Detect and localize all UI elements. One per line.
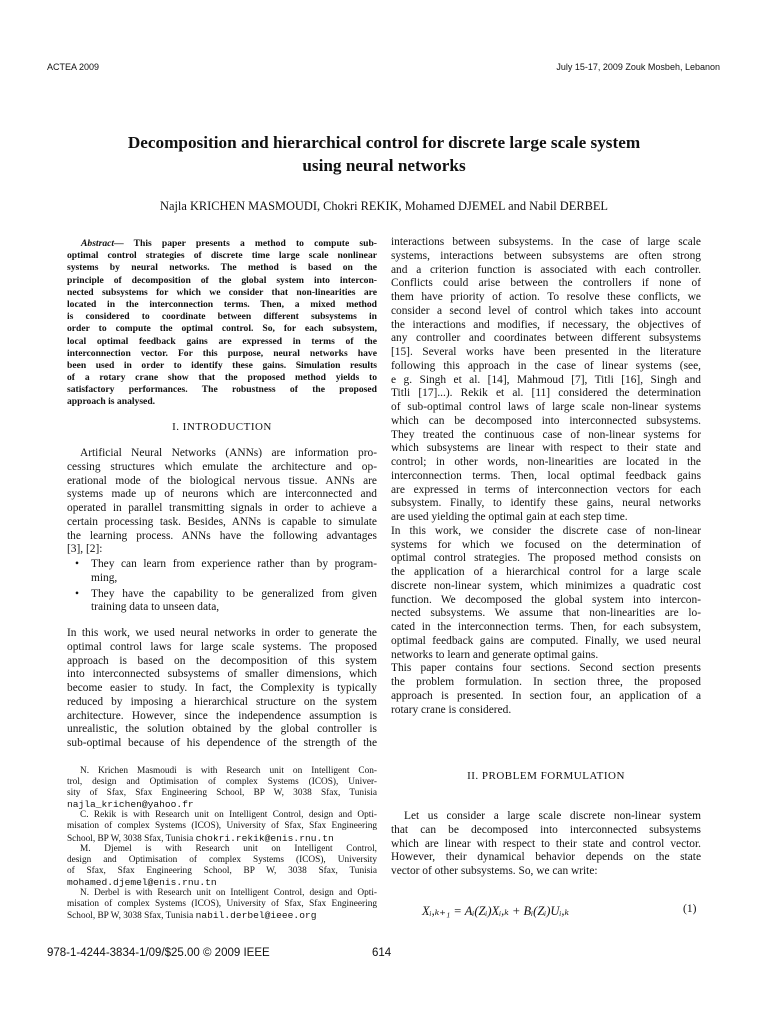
text-line: In this work, we consider the discrete case of non-linear: [391, 524, 701, 537]
title-line-2: using neural networks: [302, 156, 466, 175]
text-line: networks to learn and generate optimal gains.: [391, 648, 599, 661]
text-line: consider a second level of control which takes into account: [391, 304, 701, 317]
footnote-line: N. Krichen Masmoudi is with Research unit on Intelligent Con-: [80, 766, 377, 776]
text-line: approach is based on the decomposition of this system: [67, 654, 377, 667]
footnote-line: N. Derbel is with Research unit on Intelligent Control, design and Opti-: [80, 888, 377, 899]
text-line: the application of a hierarchical control for a large scale: [391, 566, 701, 578]
text-line: interconnection terms. Then, local optimal feedback gains: [391, 469, 701, 482]
text-line: the problem formulation. In section three, the proposed: [391, 676, 701, 688]
abstract-line: located in the interconnection terms. Then, a mixed method: [67, 298, 377, 310]
bullet-icon: •: [75, 558, 79, 570]
text-line: any controller and coordinates between different subsystems: [391, 332, 701, 345]
text-line: function. We decomposed the global system into intercon-: [391, 593, 701, 606]
text-line: them have priority of action. To resolve these conflicts, we: [391, 291, 701, 303]
text-line: Titli [17]...). Rekik et al. [11] considered the determination: [391, 387, 701, 400]
footnote-line: School, BP W, 3038 Sfax, Tunisia chokri.rekik@enis.rnu.tn: [67, 832, 334, 844]
intro-paragraph-2: [67, 627, 377, 751]
list-item: • They have the capability to be generalized from given training data to unseen data,: [75, 587, 377, 614]
paper-title: [50, 131, 718, 177]
text-line: optimal control laws for large scale systems. The proposed: [67, 640, 377, 653]
text-line: systems made up of neurons which are interconnected and: [67, 488, 377, 501]
list-item: • They can learn from experience rather than by program- ming,: [75, 558, 377, 584]
text-line: the interactions and modifies, if necessary, the objectives of: [391, 318, 701, 331]
abstract-line: of a rotary crane show that the proposed method yields to: [67, 372, 377, 384]
text-line: reduced by imposing a hierarchical structure on the system: [67, 695, 377, 708]
abstract-line: approach is analysed.: [67, 396, 156, 408]
abstract-line: order to compute the optimal control. So, for each subsystem,: [67, 323, 377, 335]
text-line: Artificial Neural Networks (ANNs) are information pro-: [80, 447, 377, 459]
footnote-line: M. Djemel is with Research unit on Intelligent Control,: [80, 843, 377, 854]
text-line: which are linear with respect to their state and control vector.: [391, 837, 701, 850]
text-line: are used yielding the optimal gain at each step time.: [391, 511, 628, 523]
abstract-line: Abstract— This paper presents a method to compute sub-: [81, 238, 377, 249]
text-line: However, their dynamical behavior depends on the state: [391, 851, 701, 864]
text-line: subsystem. Finally, to identify these gains, neural networks: [391, 497, 701, 510]
section-heading-problem-formulation: II. PROBLEM FORMULATION: [467, 770, 625, 782]
footnote-line: sity of Sfax, Sfax Engineering School, BP W, 3038 Sfax, Tunisia: [67, 788, 377, 799]
text-line: become easier to study. In fact, the Complexity is typically: [67, 682, 377, 694]
text-line: rotary crane is considered.: [391, 703, 512, 716]
header-date-location: July 15-17, 2009 Zouk Mosbeh, Lebanon: [556, 62, 720, 72]
abstract-line: optimal control strategies of discrete time large scale nonlinear: [67, 250, 377, 262]
abstract-line: been used in order to identify these gains. Simulation results: [67, 359, 377, 371]
text-line: interactions between subsystems. In the case of large scale: [391, 236, 701, 248]
text-line: cessing structures which emulate the architecture and op-: [67, 460, 377, 473]
author-list: Najla KRICHEN MASMOUDI, Chokri REKIK, Mohamed DJEMEL and Nabil DERBEL: [160, 199, 608, 213]
header-conference: ACTEA 2009: [47, 62, 100, 72]
text-line: operated in parallel transmitting signals in order to achieve a: [67, 502, 377, 514]
text-line: discrete non-linear system, which minimizes a quadratic cost: [391, 579, 701, 592]
text-line: certain processing task. Besides, ANNs is capable to simulate: [67, 515, 377, 528]
footnote-line: School, BP W, 3038 Sfax, Tunisia nabil.derbel@ieee.org: [67, 910, 317, 922]
intro-continued: [391, 236, 701, 717]
text-line: In this work, we used neural networks in order to generate the: [67, 627, 377, 639]
text-line: are expressed in terms of interconnection vectors for each: [391, 483, 701, 496]
footnote-email: nabil.derbel@ieee.org: [195, 910, 317, 922]
text-line: systems, interactions between subsystems are often strong: [391, 249, 701, 262]
page-number: 614: [372, 947, 392, 959]
abstract: [67, 238, 377, 409]
text-line: control; in other words, non-linearities are located in the: [391, 456, 701, 468]
abstract-line: nected subsystems for which we consider that non-linearities are: [67, 286, 377, 298]
text-line: which can be decomposed into interconnected subsystems.: [391, 414, 701, 427]
footnote-email: najla_krichen@yahoo.fr: [67, 799, 194, 811]
text-line: [3], [2]:: [67, 543, 103, 556]
text-line: They treated the continuous case of non-linear systems for: [391, 428, 701, 441]
text-line: into interconnected subsystems of smaller dimensions, which: [67, 668, 377, 681]
footnote-line: misation of complex Systems (ICOS), University of Sfax, Sfax Engineering: [67, 899, 377, 910]
text-line: [15]. Several works have been presented in the literature: [391, 346, 701, 358]
text-line: e g. Singh et al. [14], Mahmoud [7], Titli [16], Singh and: [391, 373, 701, 386]
text-line: approach is presented. In section four, an application of a: [391, 689, 701, 702]
text-line: that can be decomposed into interconnected subsystems: [391, 823, 701, 836]
text-line: the learning process. ANNs have the following advantages: [67, 529, 377, 542]
footnote-line: trol, design and Optimisation of complex Systems (ICOS), Univer-: [67, 777, 377, 788]
bullet-icon: •: [75, 587, 79, 600]
text-line: optimal control strategies. The proposed method consists on: [391, 552, 701, 565]
section-heading-introduction: I. INTRODUCTION: [172, 421, 272, 433]
footnote-line: design and Optimisation of complex Systems (ICOS), University: [67, 854, 377, 865]
footnote-line: misation of complex Systems (ICOS), University of Sfax, Sfax Engineering: [67, 821, 377, 832]
text-line: optimal feedback gains are computed. Finally, we used neural: [391, 634, 701, 647]
author-footnotes: [67, 766, 377, 921]
title-line-1: Decomposition and hierarchical control for discrete large scale system: [127, 133, 641, 152]
footnote-line: of Sfax, Sfax Engineering School, BP W, 3038 Sfax, Tunisia: [67, 865, 377, 876]
text-line: sub-optimal because of his dependence of the strength of the: [67, 737, 377, 749]
text-line: This paper contains four sections. Second section presents: [391, 662, 701, 675]
footnote-email: mohamed.djemel@enis.rnu.tn: [67, 876, 217, 888]
text-line: and a criterion function is associated with each controller.: [391, 263, 701, 276]
footnote-email: chokri.rekik@enis.rnu.tn: [195, 832, 334, 844]
abstract-line: satisfactory performances. The robustness of the proposed: [67, 384, 377, 396]
footnote-line: C. Rekik is with Research unit on Intelligent Control, design and Opti-: [80, 810, 377, 821]
text-line: nected subsystems. We assume that non-linearities are lo-: [391, 607, 701, 620]
text-line: systems for which we focused on the determination of: [391, 538, 701, 551]
copyright-line: 978-1-4244-3834-1/09/$25.00 © 2009 IEEE: [47, 947, 270, 959]
abstract-line: is considered to coordinate between different subsystems in: [67, 311, 377, 323]
text-line: cated in the interconnection terms. Then, for each subsystem,: [391, 621, 701, 633]
abstract-line: interconnection vector. For this purpose, neural networks have: [67, 347, 377, 359]
text-line: Conflicts could arise between the controllers if none of: [391, 277, 701, 290]
text-line: which subsystems are linear with respect to their state and: [391, 442, 701, 455]
text-line: following this approach in the case of linear systems (see,: [391, 359, 701, 372]
problem-paragraph: [391, 810, 701, 879]
abstract-line: systems by neural networks. The method is based on the: [67, 262, 377, 274]
abstract-line: principle of decomposition of the global system into intercon-: [67, 274, 377, 286]
abstract-lead: Abstract: [81, 238, 115, 249]
text-line: erational mode of the biological nervous tissue. ANNs are: [67, 474, 377, 487]
advantages-list: [67, 558, 377, 617]
text-line: vector of other subsystems. So, we can write:: [391, 865, 598, 877]
equation-1: Xᵢ,ₖ₊₁ = Aᵢ(Zᵢ)Xᵢ,ₖ + Bᵢ(Zᵢ)Uᵢ,ₖ: [422, 904, 570, 918]
text-line: architecture. However, since the independence assumption is: [67, 709, 377, 722]
abstract-line: local optimal feedback gains are expressed in terms of the: [67, 335, 377, 347]
text-line: unrealistic, the solution obtained by the global controller is: [67, 723, 377, 736]
equation-number: (1): [683, 903, 697, 915]
text-line: of sub-optimal control laws of large scale non-linear systems: [391, 401, 701, 413]
text-line: Let us consider a large scale discrete non-linear system: [404, 810, 701, 822]
intro-paragraph-1: [67, 447, 377, 557]
